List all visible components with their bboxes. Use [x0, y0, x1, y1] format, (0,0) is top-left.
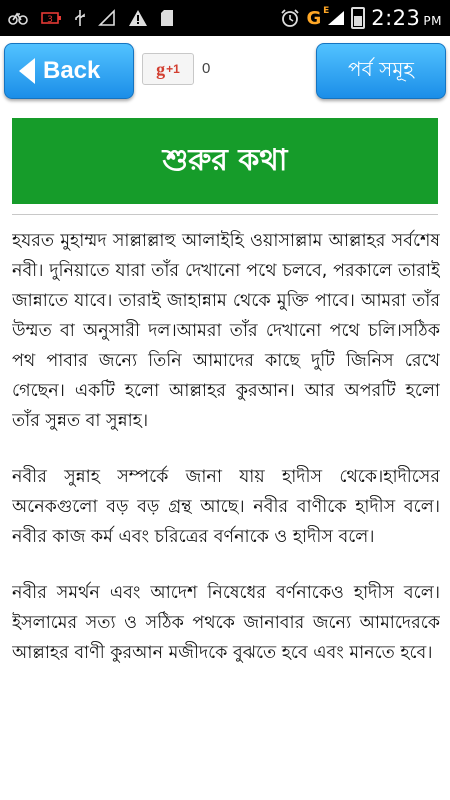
warning-icon — [128, 9, 148, 27]
chapters-button-label: পর্ব সমূহ — [348, 56, 414, 81]
network-type-icon: G E — [306, 5, 330, 29]
back-arrow-icon — [19, 58, 35, 84]
usb-icon — [74, 9, 86, 27]
chapter-title-banner — [12, 118, 438, 204]
battery-warning-icon — [40, 10, 62, 26]
google-plus-one-button[interactable] — [142, 53, 194, 85]
sd-card-icon — [160, 9, 174, 27]
battery-icon — [351, 7, 365, 29]
clock: 2:23 PM — [371, 6, 442, 30]
signal-off-icon — [98, 9, 116, 27]
plus-one-count: 0 — [202, 60, 211, 77]
google-plus-icon: g — [156, 58, 166, 79]
svg-text:3: 3 — [47, 15, 53, 25]
back-button-label: Back — [43, 57, 101, 84]
status-bar — [0, 0, 450, 36]
toolbar — [0, 36, 450, 108]
article-content[interactable] — [12, 226, 440, 800]
back-button[interactable] — [4, 43, 134, 99]
signal-icon — [327, 10, 345, 26]
bicycle-icon — [8, 11, 28, 25]
paragraph: হযরত মুহাম্মদ সাল্লাল্লাহু আলাইহি ওয়াসাল্লাম আল্লাহর সর্বশেষ নবী। দুনিয়াতে যারা তাঁর দেখানো পথে চলবে, পরকালে তারাই জান্নাতে যাবে। তারাই জাহান্নাম থেকে মুক্তি পাবে। আমরা তাঁর উম্মত বা অনুসারী দল।আমরা তাঁর দেখানো পথে চলি।সঠিক পথ পাবার জন্যে তিনি আমাদের কাছে দুটি জিনিস রেখে গেছেন। একটি হলো আল্লাহর কুরআন। আর অপরটি হলো তাঁর সুন্নত বা সুন্নাহ। — [12, 231, 440, 431]
chapters-button[interactable] — [316, 43, 446, 99]
alarm-icon — [280, 8, 300, 28]
google-plus-label: +1 — [166, 62, 180, 76]
divider — [12, 214, 438, 215]
chapter-title: শুরুর কথা — [162, 142, 288, 178]
paragraph: নবীর সুন্নাহ সম্পর্কে জানা যায় হাদীস থেকে।হাদীসের অনেকগুলো বড় বড় গ্রন্থ আছে। নবীর বাণীকে হাদীস বলে। নবীর কাজ কর্ম এবং চরিত্রের বর্ণনাকে ও হাদীস বলে। — [12, 467, 440, 547]
paragraph: নবীর সমর্থন এবং আদেশ নিষেধের বর্ণনাকেও হাদীস বলে। ইসলামের সত্য ও সঠিক পথকে জানাবার জন্যে আমাদেরকে আল্লাহর বাণী কুরআন মজীদকে বুঝতে হবে এবং মানতে হবে। — [12, 583, 440, 663]
